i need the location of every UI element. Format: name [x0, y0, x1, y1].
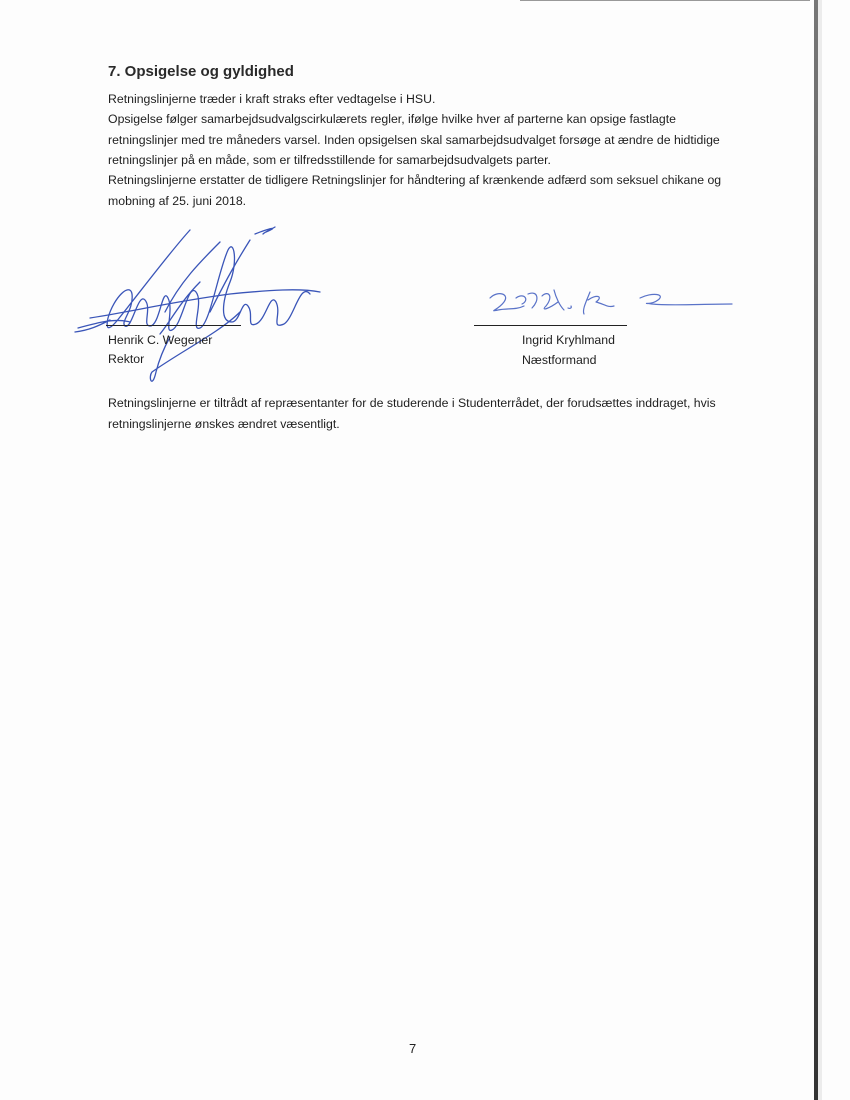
paragraph-closing: Retningslinjerne er tiltrådt af repræsentanter for de studerende i Studenterrådet, der forudsættes inddraget, hvis retningslinjerne ønskes ændret væsentligt.	[108, 396, 716, 431]
signature-line-left	[106, 325, 241, 326]
signature-line-right	[474, 325, 627, 326]
paragraph-effective: Retningslinjerne træder i kraft straks efter vedtagelse i HSU.	[108, 92, 436, 106]
signature-right	[480, 282, 740, 327]
signer-title-right: Næstformand	[522, 353, 597, 367]
signer-name-left: Henrik C. Wegener	[108, 333, 213, 347]
signature-left	[70, 222, 340, 402]
signer-title-left: Rektor	[108, 352, 145, 366]
paragraph-replacement: Retningslinjerne erstatter de tidligere Retningslinjer for håndtering af krænkende adfærd som seksuel chikane og mobning af 25. juni 2018.	[108, 173, 722, 208]
section-heading: 7. Opsigelse og gyldighed	[108, 63, 294, 80]
paragraph-termination: Opsigelse følger samarbejdsudvalgscirkulærets regler, ifølge hvilke hver af parterne kan opsige fastlagte retningslinjer med tre måneders varsel. Inden opsigelsen skal samarbejdsudvalget forsøge at ændre de hidtidige retningslinjer på en måde, som er tilfredsstillende for samarbejdsudvalgets parter.	[108, 112, 720, 167]
scan-top-line	[520, 0, 810, 1]
signer-name-right: Ingrid Kryhlmand	[522, 333, 615, 347]
page-number: 7	[409, 1041, 417, 1056]
scan-edge-shadow	[818, 0, 822, 1100]
scan-edge	[814, 0, 818, 1100]
